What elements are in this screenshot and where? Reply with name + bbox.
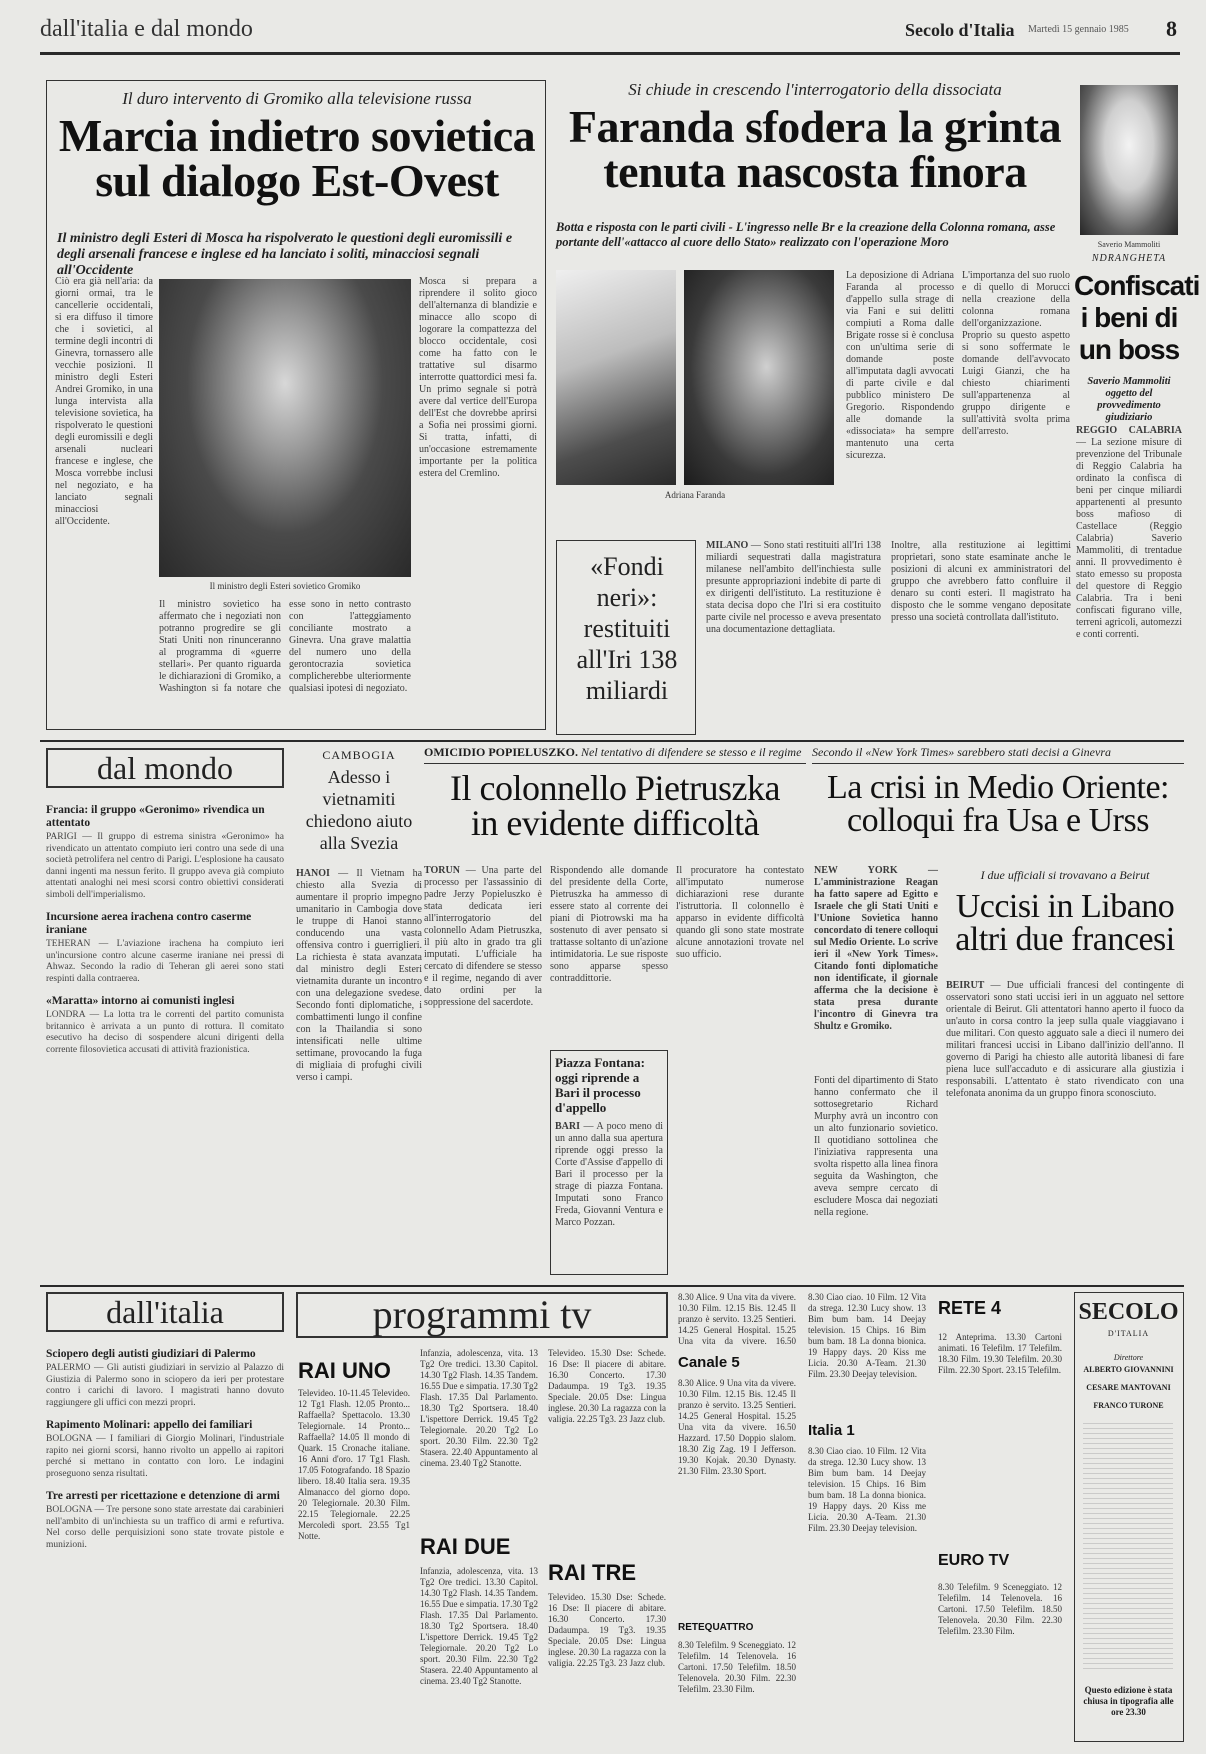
brief-title: Tre arresti per ricettazione e detenzione di armi: [46, 1490, 280, 1502]
headline-line-1: Uccisi in Libano: [955, 888, 1175, 925]
rai-tre-logo: RAI TRE: [548, 1560, 636, 1585]
co-director: CESARE MANTOVANI: [1086, 1383, 1171, 1392]
fontana-dateline: BARI: [555, 1121, 581, 1132]
dal-mondo-briefs: [46, 794, 284, 1274]
dall-italia-label: dall'italia: [46, 1292, 284, 1332]
masthead-sub: D'ITALIA: [1107, 1329, 1150, 1338]
headline-line-2: in evidente difficoltà: [470, 803, 760, 844]
deck: Saverio Mammoliti oggetto del provvedimento giudiziario: [1087, 376, 1171, 423]
headline-line-2: altri due francesi: [955, 921, 1175, 959]
story-popieluszko: [424, 745, 806, 1280]
dall-italia-briefs: [46, 1338, 284, 1738]
body-col-3: Il procuratore ha contestato all'imputato numerose dichiarazioni rese durante l'istruttoria. Il colonnello è apparso in evidente difficoltà quando gli sono state mostrate alcune annotazioni trovate nel suo ufficio.: [676, 865, 804, 960]
body-col-2: L'importanza del suo ruolo e di quello di Morucci nella creazione della colonna romana dell'organizzazione. Proprio su questo aspetto si sono soffermate le domande dell'avvocato Luigi Gianzi, che ha chiesto chiarimenti sull'appartenenza al gruppo dirigente e sull'attività svolta prima dell'arresto.: [962, 270, 1070, 437]
tv-col-5: 8.30 Ciao ciao. 10 Film. 12 Vita da strega. 12.30 Lucy show. 13 Bim bum bam. 14 Deejay television. 15 Chips. 16 Bim bum bam. 18 La donna bionica. 19 Happy days. 20 Kiss me Licia. 20.30 A-Team. 21.30 Film. 23.30 Deejay television.: [808, 1446, 926, 1533]
italia-1-logo: Italia 1: [808, 1422, 855, 1439]
tv-col-3a: Televideo. 15.30 Dse: Schede. 16 Dse: Il piacere di abitare. 16.30 Concerto. 17.30 Dadaumpa. 19 Tg3. 19.35 Speciale. 20.05 Dse: Lingua inglese. 20.30 La ragazza con la valigia. 22.25 Tg3. 23 Jazz club.: [548, 1348, 666, 1424]
fondi-title: «Fondi neri»: restituiti all'Iri 138 miliardi: [576, 552, 678, 705]
tv-col-6: 12 Anteprima. 13.30 Cartoni animati. 16 Telefilm. 17 Telefilm. 18.30 Film. 19.30 Telefilm. 20.30 Film. 22.30 Sport. 23.15 Telefilm.: [938, 1332, 1062, 1375]
fondi-body-1: [706, 540, 881, 730]
tv-col-4b: 8.30 Telefilm. 9 Sceneggiato. 12 Telefilm. 14 Telenovela. 16 Cartoni. 17.50 Telefilm. 18.50 Telenovela. 20.30 Film. 22.30 Telefilm. 23.30 Film.: [678, 1640, 796, 1694]
masthead-name: SECOLO: [1078, 1299, 1179, 1325]
dateline: BEIRUT: [946, 980, 985, 991]
headline: [556, 101, 1074, 198]
editor: FRANCO TURONE: [1093, 1401, 1164, 1410]
body-col-3: Il ministro sovietico ha affermato che i negoziati non potranno progredire se gli Stati Uniti non rinunceranno al programma di «guerre stellari». Per quanto riguarda le dichiarazioni di Gromiko, a Washington si fa notare che esse sono in netto contrasto con l'atteggiamento conciliante mostrato a Ginevra. Una grave malattia del numero uno della gerontocrazia sovietica complicherebbe ulteriormente qualsiasi ipotesi di negoziato.: [159, 599, 411, 694]
fondi-title-box: [556, 540, 696, 735]
tv-col-2: Infanzia, adolescenza, vita. 13 Tg2 Ore tredici. 13.30 Capitol. 14.30 Tg2 Flash. 14.35 Tandem. 16.55 Due e simpatia. 17.30 Tg2 Flash. 17.35 Dal Parlamento. 18.30 Tg2 Sportsera. 18.40 L'ispettore Derrick. 19.45 Tg2 Telegiornale. 20.20 Tg2 Lo sport. 20.30 Film. 22.30 Tg2 Stasera. 22.40 Appuntamento al cinema. 23.40 Tg2 Stanotte.: [420, 1348, 538, 1468]
body-text: — L'amministrazione Reagan ha fatto sapere ad Egitto e Israele che gli Stati Uniti e l'Unione Sovietica hanno concordato di tenere colloqui sul Medio Oriente. Lo scrive ieri il «New York Times». Citando fonti diplomatiche non identificate, il giornale afferma che la decisione è stata presa durante l'incontro di Ginevra tra Shultz e Gromiko.: [814, 865, 938, 1032]
headline-line-1: Marcia indietro sovietica: [58, 110, 536, 161]
brief-title: Francia: il gruppo «Geronimo» rivendica un attentato: [46, 804, 265, 829]
headline: Confiscati i beni di un boss: [1074, 270, 1200, 365]
tv-col-7: 8.30 Telefilm. 9 Sceneggiato. 12 Telefilm. 14 Telenovela. 16 Cartoni. 17.50 Telefilm. 18.50 Telenovela. 20.30 Film. 22.30 Telefilm. 23.30 Film.: [938, 1582, 1062, 1636]
fontana-box: [550, 1050, 668, 1275]
brief: [46, 911, 284, 985]
tv-col-5a: 8.30 Ciao ciao. 10 Film. 12 Vita da strega. 12.30 Lucy show. 13 Bim bum bam. 14 Deejay television. 15 Chips. 16 Bim bum bam. 18 La donna bionica. 19 Happy days. 20 Kiss me Licia. 20.30 A-Team. 21.30 Film. 23.30 Deejay television.: [808, 1292, 926, 1379]
body: [296, 868, 422, 1273]
brief: [46, 804, 284, 901]
kicker: CAMBOGIA: [322, 748, 396, 762]
fondi-body-2: Inoltre, alla restituzione ai legittimi proprietari, sono state esaminate anche le posizioni di alcuni ex amministratori del gruppo che avrebbero fatto confluire il denaro su conti esteri. Il magistrato ha disposto che le somme vengano depositate presso una società controllata dall'istituto.: [891, 540, 1071, 623]
photo-caption: Adriana Faranda: [664, 490, 726, 500]
photo-mammoliti: [1080, 85, 1178, 235]
deck: Il ministro degli Esteri di Mosca ha rispolverato le questioni degli euromissili e degli arsenali francese e inglese ed ha lanciato i soliti, minacciosi segnali all'Occidente: [57, 231, 513, 278]
fontana-body: [555, 1121, 663, 1251]
brief-body: BOLOGNA — I familiari di Giorgio Molinari, l'industriale rapito nei giorni scorsi, hanno rivolto un appello ai rapitori perché si mettano in contatto con loro. Le indagini proseguono senza risultati.: [46, 1434, 284, 1479]
kicker: I due ufficiali si trovavano a Beirut: [980, 868, 1150, 882]
medio-body-2: Fonti del dipartimento di Stato hanno confermato che il sottosegretario Richard Murphy avrà un incontro con un alto funzionario sovietico. Il quotidiano sottolinea che l'iniziativa rappresenta una svolta rispetto alla linea finora seguita da Washington, che aveva sempre cercato di escludere Mosca dai negoziati nella regione.: [814, 1075, 938, 1218]
kicker: NDRANGHETA: [1091, 253, 1167, 264]
photo-gromiko: [159, 279, 411, 577]
headline-line-1: Il colonnello Pietruszka: [450, 768, 780, 808]
closing-note: Questo edizione è stata chiusa in tipografia alle ore 23.30: [1083, 1685, 1174, 1717]
brief-title: Incursione aerea irachena contro caserme iraniane: [46, 911, 252, 936]
kicker: Si chiude in crescendo l'interrogatorio della dissociata: [628, 80, 1002, 99]
masthead-fineprint: [1083, 1423, 1173, 1673]
rete-4-logo: RETE 4: [938, 1298, 1002, 1318]
headline-line-1: La crisi in Medio Oriente:: [826, 769, 1169, 806]
headline: Adesso i vietnamiti chiedono aiuto alla Svezia: [305, 767, 413, 853]
brief-body: TEHERAN — L'aviazione irachena ha compiuto ieri un'incursione contro alcune caserme iraniane nei pressi di Ahwaz. Secondo la radio di Teheran gli aerei sono stati respinti dalla contraerea.: [46, 939, 284, 984]
brief-body: PARIGI — Il gruppo di estrema sinistra «Geronimo» ha rivendicato un attentato compiuto ieri contro una sede di una società petrolifera nel centro di Parigi. L'esplosione ha causato danni ingenti ma nessun ferito. Il gruppo aveva già compiuto attentati analoghi nei mesi scorsi contro obiettivi considerati simboli dell'imperialismo.: [46, 832, 284, 900]
tv-col-1: Televideo. 10-11.45 Televideo. 12 Tg1 Flash. 12.05 Pronto... Raffaella? Spettacolo. 13.30 Telegiornale. 14 Pronto... Raffaella? 14.05 Il mondo di Quark. 15 Cronache italiane. 16 Anni d'oro. 17 Tg1 Flash. 17.05 Fotografando. 18 Spazio libero. 18.40 Italia sera. 19.35 Almanacco del giorno dopo. 20 Telegiornale. 20.30 Film. 22.15 Telegiornale. 22.25 Mercoledì sport. 23.55 Tg1 Notte.: [298, 1388, 410, 1541]
story-medio-oriente: [812, 745, 1184, 865]
brief-title: Sciopero degli autisti giudiziari di Palermo: [46, 1348, 256, 1360]
issue-date: Martedì 15 gennaio 1985: [1028, 24, 1129, 35]
deck: Botta e risposta con le parti civili - L'ingresso nelle Br e la creazione della Colonna romana, asse portante dell'«attacco al cuore dello Stato» realizzato con l'operazione Moro: [556, 220, 1056, 249]
tv-col-2b: Infanzia, adolescenza, vita. 13 Tg2 Ore tredici. 13.30 Capitol. 14.30 Tg2 Flash. 14.35 Tandem. 16.55 Due e simpatia. 17.30 Tg2 Flash. 17.35 Dal Parlamento. 18.30 Tg2 Sportsera. 18.40 L'ispettore Derrick. 19.45 Tg2 Telegiornale. 20.20 Tg2 Lo sport. 20.30 Film. 22.30 Tg2 Stasera. 22.40 Appuntamento al cinema. 23.40 Tg2 Stanotte.: [420, 1566, 538, 1686]
header-rule: [40, 52, 1180, 55]
story-faranda: [556, 80, 1074, 530]
brief: [46, 1419, 284, 1480]
page-number: 8: [1166, 16, 1177, 41]
brief-title: Rapimento Molinari: appello dei familiari: [46, 1419, 253, 1431]
photo-caption: Saverio Mammoliti: [1097, 240, 1161, 249]
retequattro-logo: RETEQUATTRO: [678, 1622, 754, 1633]
brief-title: «Maratta» intorno ai comunisti inglesi: [46, 995, 235, 1007]
kicker: Il duro intervento di Gromiko alla televisione russa: [122, 89, 472, 108]
fontana-text: — A poco meno di un anno dalla sua apertura riprende oggi presso la Corte d'Assise d'appello di Bari il processo per la strage di piazza Fontana. Imputati sono Franco Freda, Giovanni Ventura e Marco Pozzan.: [555, 1121, 663, 1228]
kicker-bold: OMICIDIO POPIELUSZKO.: [424, 745, 579, 759]
lower-rule: [40, 1285, 1184, 1287]
tv-label: programmi tv: [296, 1292, 668, 1338]
headline: [812, 771, 1184, 838]
headline: [47, 110, 547, 207]
section-header: dall'italia e dal mondo: [40, 16, 253, 42]
body-text: — Una parte del processo per l'assassinio di padre Jerzy Popieluszko è stata dedicata ieri all'interrogatorio del colonnello Adam Pietruszka, il più alto in grado tra gli imputati. L'ufficiale ha cercato di difendere se stesso e il regime, negando di aver dato ordini per la soppressione del sacerdote.: [424, 865, 542, 1008]
canale-5-logo: Canale 5: [678, 1354, 740, 1371]
fondi-dateline: MILANO: [706, 540, 749, 551]
photo-faranda-2: [684, 270, 834, 485]
dateline: TORUN: [424, 865, 460, 876]
brief: [46, 1348, 284, 1409]
photo-caption: Il ministro degli Esteri sovietico Gromiko: [209, 581, 361, 591]
body-col-2: Rispondendo alle domande del presidente della Corte, Pietruszka ha ammesso di essere stato al corrente dei piani di Piotrowski ma ha sostenuto di aver pensato si trattasse soltanto di un'azione intimidatoria. Le sue risposte sono apparse spesso contraddittorie.: [550, 865, 668, 984]
euro-tv-logo: EURO TV: [938, 1552, 1010, 1569]
dateline: HANOI: [296, 868, 330, 879]
brief-body: BOLOGNA — Tre persone sono state arrestate dai carabinieri nell'ambito di un'inchiesta su un traffico di armi e refurtiva. Nel corso delle perquisizioni sono state trovate pistole e munizioni.: [46, 1505, 284, 1550]
rai-due-logo: RAI DUE: [420, 1534, 511, 1559]
mid-rule: [40, 740, 1184, 742]
fontana-title: Piazza Fontana: oggi riprende a Bari il processo d'appello: [555, 1055, 645, 1115]
headline-line-2: sul dialogo Est-Ovest: [95, 155, 499, 207]
dateline: REGGIO CALABRIA: [1076, 425, 1182, 436]
body-col-1: La deposizione di Adriana Faranda al processo d'appello sulla strage di via Fani e sui delitti compiuti a Roma dalle Brigate rosse si è conclusa con un'ultima serie di domande poste all'imputata dagli avvocati di parte civile e dal pubblico ministero De Gregorio. Rispondendo alle domande la «dissociata» ha sempre mantenuto una certa sicurezza.: [846, 270, 954, 461]
masthead-mini: Secolo d'Italia: [905, 20, 1015, 40]
director: ALBERTO GIOVANNINI: [1083, 1365, 1174, 1374]
headline: [424, 768, 806, 844]
kicker: Secondo il «New York Times» sarebbero stati decisi a Ginevra: [812, 745, 1184, 764]
dall-italia-column: [44, 1292, 286, 1742]
story-ndrangheta: [1074, 80, 1200, 730]
photo-faranda-1: [556, 270, 676, 485]
brief-body: LONDRA — La lotta tra le correnti del partito comunista britannico è arrivata a un punto di rottura. Il comitato esecutivo ha deciso di sospendere alcuni dirigenti della corrente filosovietica accusati di attività frazionistica.: [46, 1010, 284, 1055]
body-col-1: [424, 865, 542, 1275]
dateline: NEW YORK: [814, 865, 898, 876]
story-gromiko: [46, 80, 546, 730]
rai-uno-logo: RAI UNO: [298, 1358, 391, 1383]
brief: [46, 995, 284, 1056]
story-cambogia: [296, 748, 422, 1278]
story-fondi-neri: [556, 540, 1074, 735]
dal-mondo-label: dal mondo: [46, 748, 284, 788]
director-label: Direttore: [1113, 1353, 1144, 1362]
tv-programs: [296, 1292, 1068, 1744]
body-text: — La sezione misure di prevenzione del Tribunale di Reggio Calabria ha ordinato la confisca di beni per cinque miliardi appartenenti al presunto boss mafioso di Castellace (Reggio Calabria) Saverio Mammoliti, di trentadue anni. Il provvedimento è stato emesso su proposta del questore di Reggio Calabria. Tra i beni confiscati figurano ville, terreni agricoli, automezzi e conti correnti.: [1076, 437, 1182, 640]
body-col-2: Mosca si prepara a riprendere il solito gioco dell'alternanza di blandizie e minacce allo scopo di logorare la compattezza del blocco occidentale, così come ha fatto con le trattative sul disarmo interrotte quattordici mesi fa. Un primo segnale si potrà avere dal vertice dell'Europa dell'Est che dovrebbe aprirsi a Sofia nei prossimi giorni. Si tratta, infatti, di un'occasione estremamente importante per la politica estera del Cremlino.: [419, 276, 537, 479]
dal-mondo-column: [44, 748, 286, 1278]
fondi-text-1: — Sono stati restituiti all'Iri 138 miliardi sequestrati dalla magistratura milanese nell'ambito dell'inchiesta sulle presunte appropriazioni indebite di parte di ex dirigenti dell'istituto. La restituzione è stata decisa dopo che l'Iri si era costituito parte civile nel processo e aveva presentato una documentazione dettagliata.: [706, 540, 881, 635]
masthead-box: [1074, 1292, 1184, 1742]
headline-line-2: colloqui fra Usa e Urss: [847, 802, 1149, 840]
headline-line-2: tenuta nascosta finora: [603, 146, 1027, 198]
brief: [46, 1490, 284, 1551]
headline: [946, 890, 1184, 957]
body-col-1: Ciò era già nell'aria: da giorni ormai, tra le cancellerie occidentali, si era diffuso il timore che i sovietici, al termine degli incontri di Ginevra, tornassero alle vecchie posizioni. Il ministro degli Esteri Andrei Gromiko, in una lunga intervista alla televisione sovietica, ha rispolverato le questioni degli euromissili e degli arsenali nucleari francese e inglese, che Mosca vorrebbe inclusi nel negoziato, e ha lanciato segnali minacciosi all'Occidente.: [55, 276, 153, 527]
body: [1076, 425, 1182, 725]
tv-col-4a: 8.30 Alice. 9 Una vita da vivere. 10.30 Film. 12.15 Bis. 12.45 Il pranzo è servito. 13.25 Sentieri. 14.25 General Hospital. 15.25 Una vita da vivere. 16.50: [678, 1292, 796, 1346]
brief-body: PALERMO — Gli autisti giudiziari in servizio al Palazzo di Giustizia di Palermo sono in sciopero da ieri per protestare contro i carichi di lavoro. I magistrati hanno dovuto raggiungere gli uffici con mezzi propri.: [46, 1363, 284, 1408]
headline-line-1: Faranda sfodera la grinta: [568, 101, 1062, 152]
tv-col-3: Televideo. 15.30 Dse: Schede. 16 Dse: Il piacere di abitare. 16.30 Concerto. 17.30 Dadaumpa. 19 Tg3. 19.35 Speciale. 20.05 Dse: Lingua inglese. 20.30 La ragazza con la valigia. 22.25 Tg3. 23 Jazz club.: [548, 1592, 666, 1668]
body: [946, 980, 1184, 1275]
kicker: [424, 745, 806, 764]
body-text: — Il Vietnam ha chiesto alla Svezia di aumentare il proprio impegno umanitario in Cambogia dove le truppe di Hanoi stanno conducendo una vasta offensiva contro i guerriglieri. La richiesta è stata avanzata dal ministro degli Esteri vietnamita durante un incontro con una delegazione svedese. Secondo fonti diplomatiche, i combattimenti lungo il confine con la Thailandia si sono intensificati nelle ultime settimane, provocando la fuga di migliaia di profughi civili verso i campi.: [296, 868, 422, 1083]
story-libano: [946, 868, 1184, 1278]
body-text: — Due ufficiali francesi del contingente di osservatori sono stati uccisi ieri in un agguato nel settore orientale di Beirut. Gli attentatori hanno aperto il fuoco da un'auto in corsa contro la jeep sulla quale viaggiavano i due militari. Con questo agguato sale a dieci il numero dei militari francesi uccisi in Libano dall'inizio dell'anno. Il governo di Parigi ha chiesto alle autorità libanesi di fare piena luce sull'accaduto e di assicurare alla giustizia i responsabili. L'attentato è stato rivendicato con una telefonata anonima da un gruppo finora sconosciuto.: [946, 980, 1184, 1099]
kicker-text: Nel tentativo di difendere se stesso e il regime: [581, 745, 802, 759]
tv-col-4: 8.30 Alice. 9 Una vita da vivere. 10.30 Film. 12.15 Bis. 12.45 Il pranzo è servito. 13.25 Sentieri. 14.25 General Hospital. 15.25 Una vita da vivere. 16.50 Hazzard. 17.50 Doppio slalom. 18.30 Zig Zag. 19 I Jefferson. 19.30 Kojak. 20.30 Dynasty. 21.30 Film. 23.30 Sport.: [678, 1378, 796, 1476]
